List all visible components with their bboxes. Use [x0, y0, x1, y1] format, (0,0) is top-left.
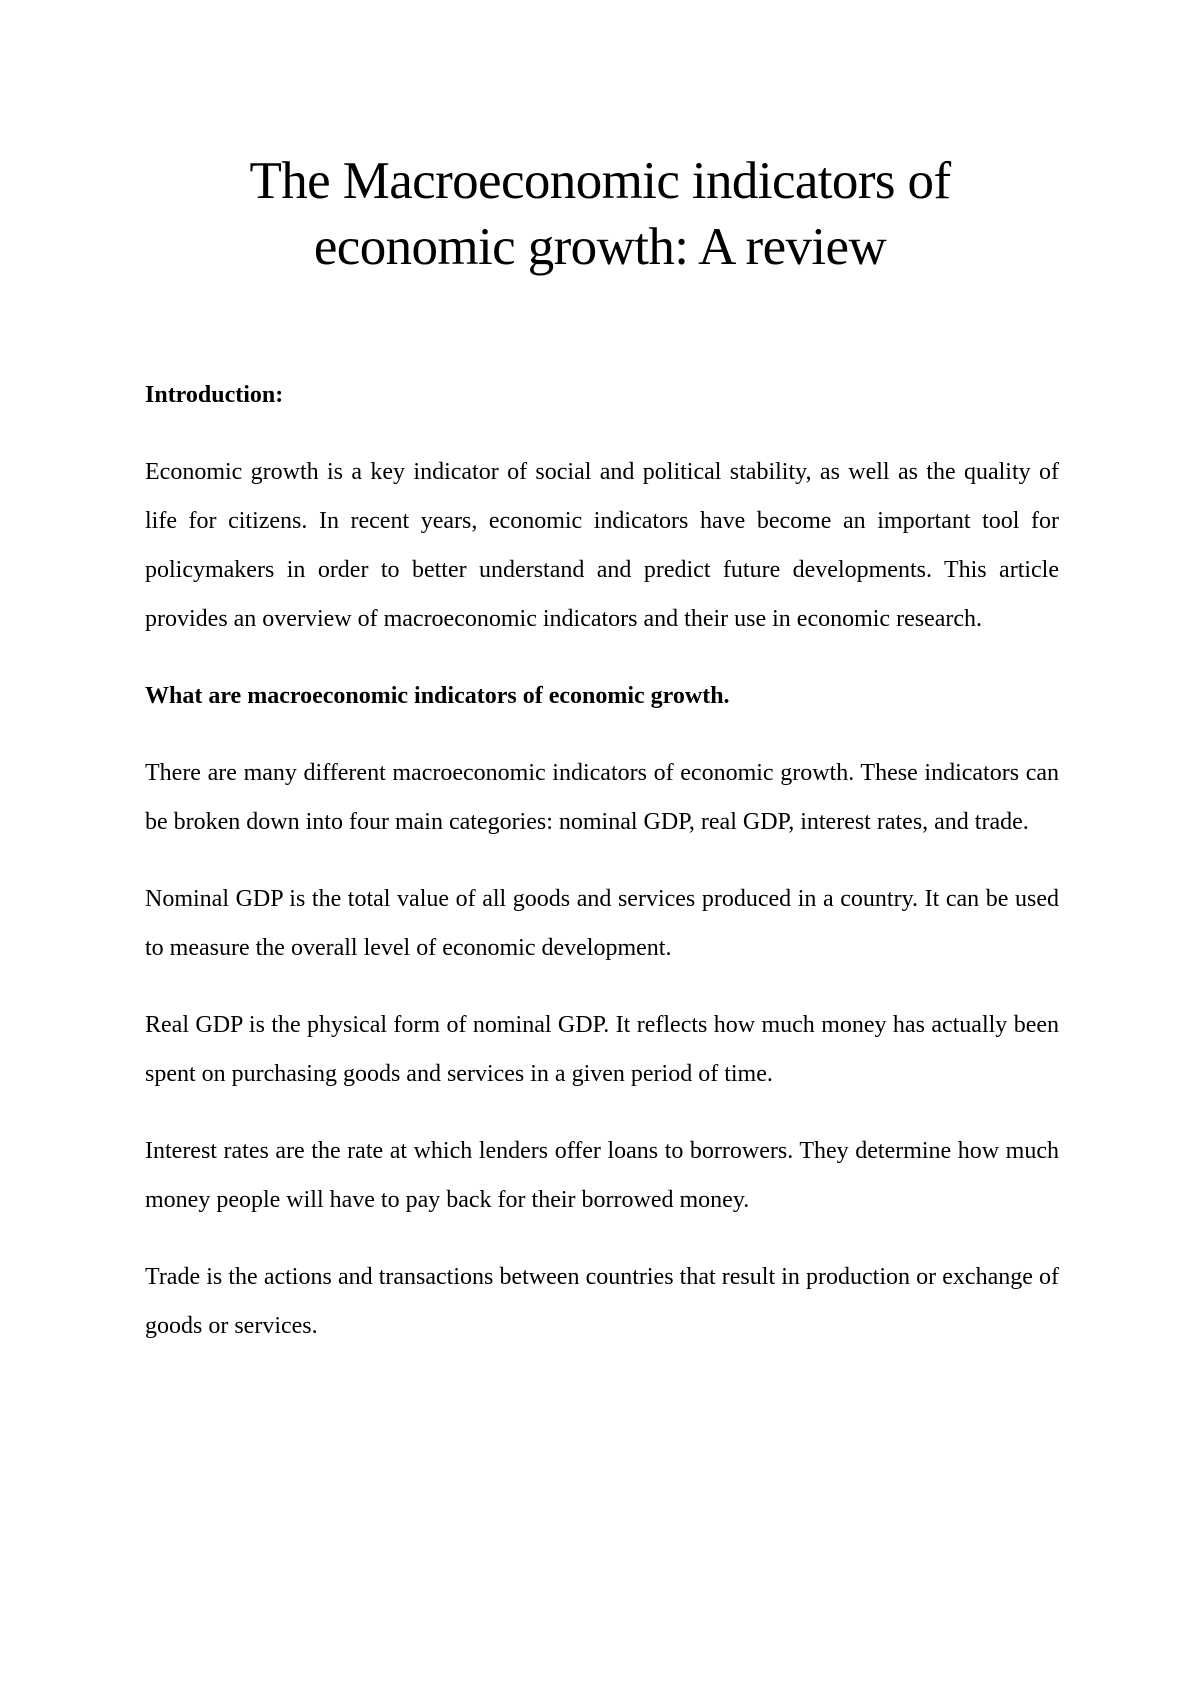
document-body: [145, 371, 1059, 1351]
document-title: [0, 148, 1200, 280]
title-line-2: economic growth: A review: [313, 218, 887, 276]
introduction-heading: Introduction:: [145, 382, 284, 408]
paragraph-nominal-gdp: Nominal GDP is the total value of all goods and services produced in a country. It can be used to measure the overall level of economic development.: [145, 886, 1059, 961]
paragraph-real-gdp: Real GDP is the physical form of nominal GDP. It reflects how much money has actually been spent on purchasing goods and services in a given period of time.: [145, 1012, 1059, 1087]
title-line-1: The Macroeconomic indicators of: [249, 152, 951, 210]
paragraph-trade: Trade is the actions and transactions between countries that result in production or exchange of goods or services.: [145, 1264, 1059, 1339]
paragraph-interest-rates: Interest rates are the rate at which lenders offer loans to borrowers. They determine how much money people will have to pay back for their borrowed money.: [145, 1138, 1059, 1213]
introduction-paragraph: Economic growth is a key indicator of social and political stability, as well as the quality of life for citizens. In recent years, economic indicators have become an important tool for policymakers in order to better understand and predict future developments. This article provides an overview of macroeconomic indicators and their use in economic research.: [145, 459, 1059, 632]
section-heading: What are macroeconomic indicators of economic growth.: [145, 683, 730, 709]
paragraph-categories: There are many different macroeconomic indicators of economic growth. These indicators can be broken down into four main categories: nominal GDP, real GDP, interest rates, and trade.: [145, 760, 1059, 835]
